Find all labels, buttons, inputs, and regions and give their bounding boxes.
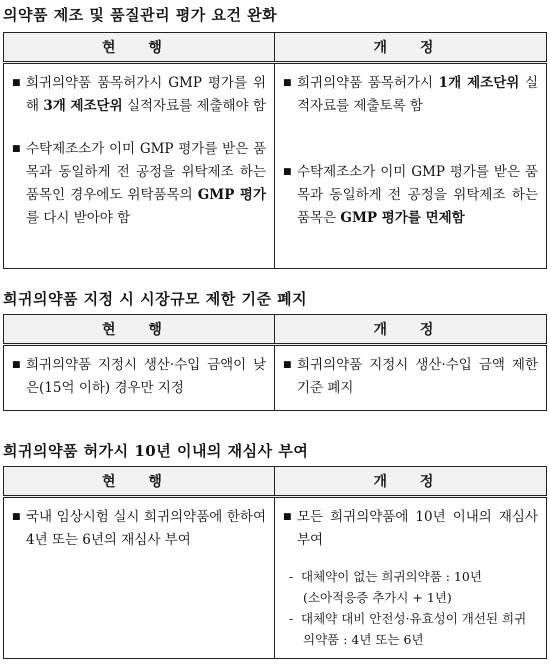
comparison-table-2 xyxy=(3,314,547,411)
header-revised: 개 정 xyxy=(275,33,547,63)
sub-item: - 대체약 대비 안전성·유효성이 개선된 희귀 의약품 : 4년 또는 6년 xyxy=(289,611,527,647)
list-item: ■ 수탁제조소가 이미 GMP 평가를 받은 품목과 동일하게 전 공정을 위탁제조 하는 품목인 경우에도 위탁품목의 GMP 평가를 다시 받아야 함 xyxy=(12,138,266,230)
comparison-table-1 xyxy=(3,32,547,269)
header-revised: 개 정 xyxy=(275,467,547,497)
header-current: 현 행 xyxy=(4,33,275,63)
header-current: 현 행 xyxy=(4,467,275,497)
revised-cell xyxy=(275,345,547,411)
current-cell xyxy=(4,345,275,411)
comparison-table-3 xyxy=(3,466,547,659)
section-title-2: 희귀의약품 지정 시 시장규모 제한 기준 폐지 xyxy=(3,290,308,308)
list-item: ■ 모든 희귀의약품에 10년 이내의 재심사 부여 xyxy=(283,506,538,552)
square-bullet-icon: ■ xyxy=(283,512,292,522)
revised-cell xyxy=(275,63,547,269)
square-bullet-icon: ■ xyxy=(12,78,21,88)
square-bullet-icon: ■ xyxy=(283,360,292,370)
square-bullet-icon: ■ xyxy=(12,360,21,370)
header-revised: 개 정 xyxy=(275,315,547,345)
square-bullet-icon: ■ xyxy=(12,512,21,522)
revised-cell xyxy=(275,497,547,659)
current-cell xyxy=(4,63,275,269)
list-item: ■ 희귀의약품 품목허가시 GMP 평가를 위해 3개 제조단위 실적자료를 제출해야 함 xyxy=(12,72,266,118)
header-current: 현 행 xyxy=(4,315,275,345)
list-item: ■ 수탁제조소가 이미 GMP 평가를 받은 품목과 동일하게 전 공정을 위탁제조 하는 품목은 GMP 평가를 면제함 xyxy=(283,161,538,230)
list-item: ■ 희귀의약품 지정시 생산·수입 금액이 낮은(15억 이하) 경우만 지정 xyxy=(12,354,266,400)
square-bullet-icon: ■ xyxy=(283,167,292,177)
square-bullet-icon: ■ xyxy=(283,78,292,88)
list-item: ■ 국내 임상시험 실시 희귀의약품에 한하여 4년 또는 6년의 재심사 부여 xyxy=(12,506,266,552)
square-bullet-icon: ■ xyxy=(12,144,21,154)
section-title-1: 의약품 제조 및 품질관리 평가 요건 완화 xyxy=(3,6,278,24)
sub-item: - 대체약이 없는 희귀의약품 : 10년 (소아적응증 추가시 + 1년) xyxy=(289,569,482,605)
section-title-3: 희귀의약품 허가시 10년 이내의 재심사 부여 xyxy=(3,442,309,460)
list-item: ■ 희귀의약품 지정시 생산·수입 금액 제한기준 폐지 xyxy=(283,354,538,400)
list-item: ■ 희귀의약품 품목허가시 1개 제조단위 실적자료를 제출토록 함 xyxy=(283,72,538,118)
current-cell xyxy=(4,497,275,659)
